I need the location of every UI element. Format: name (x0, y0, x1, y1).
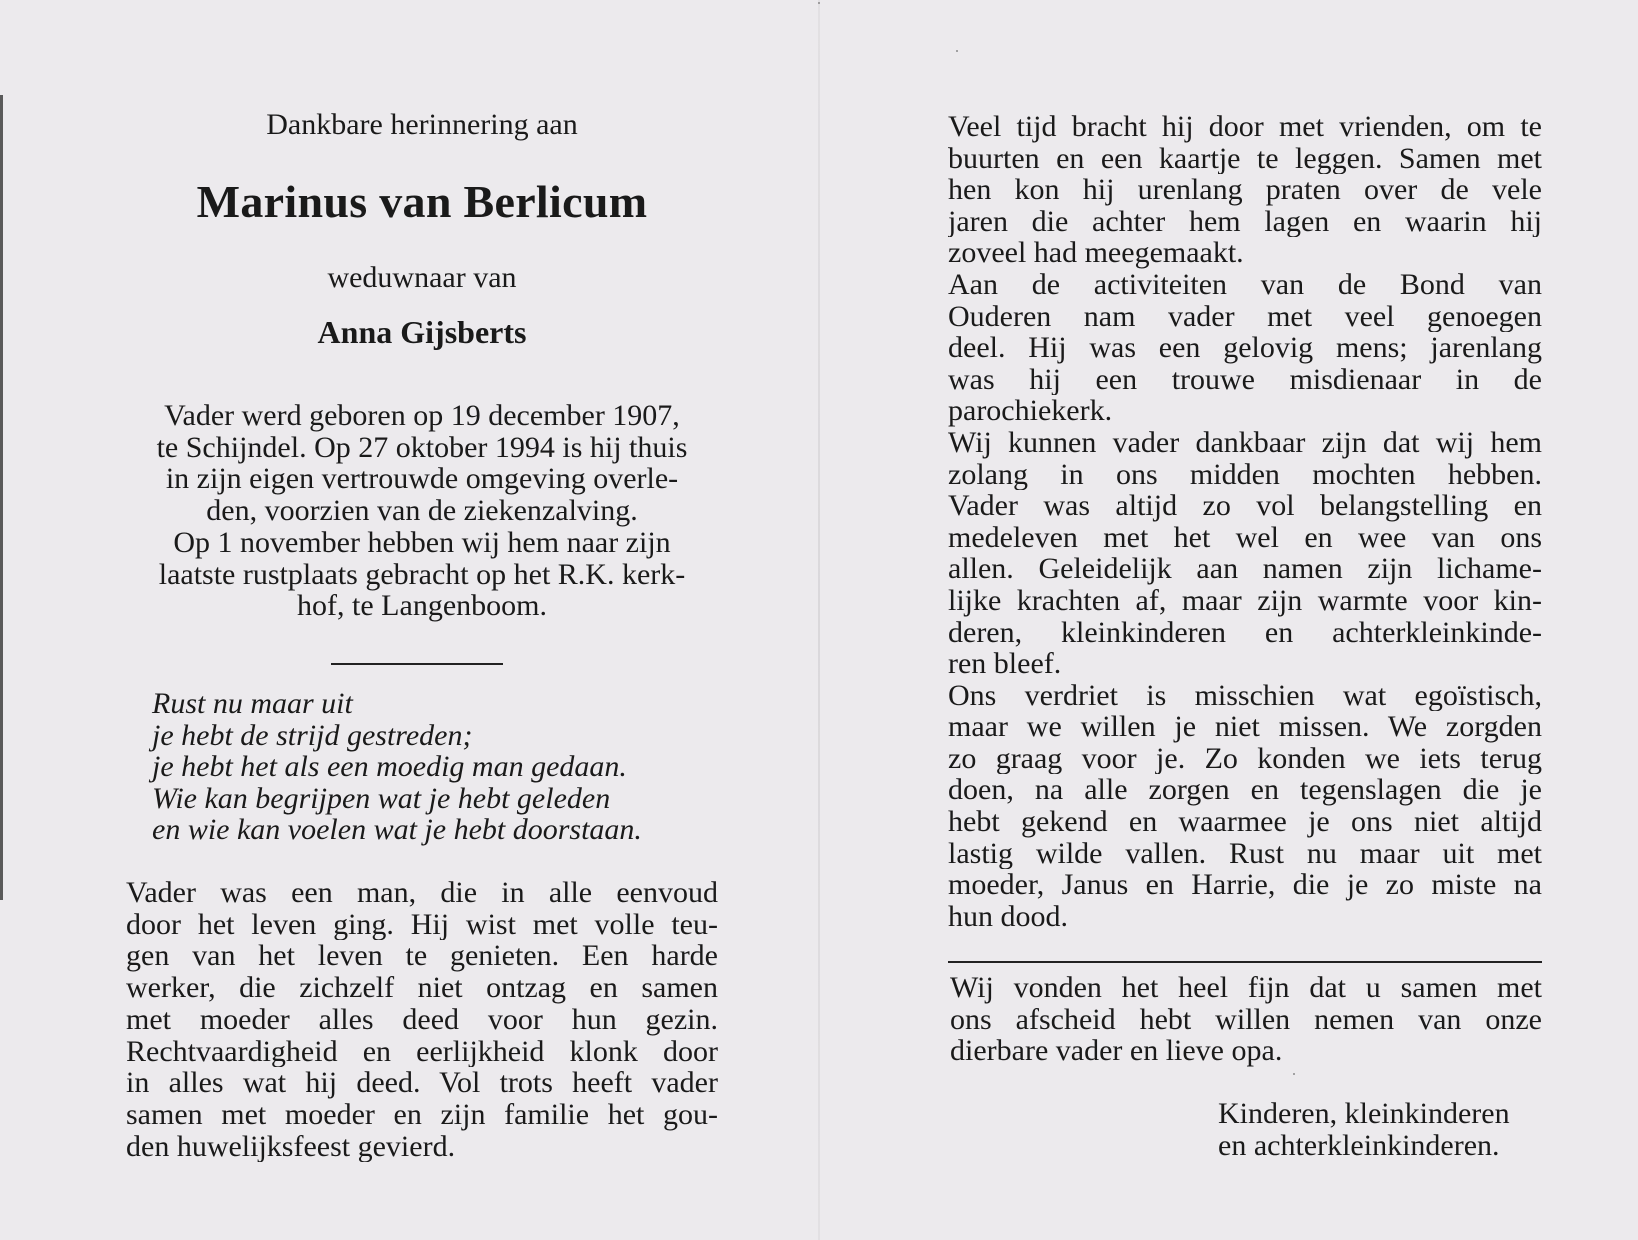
poem (152, 688, 732, 846)
paragraph-line: moeder, Janus en Harrie, die je zo miste na (948, 869, 1542, 901)
paragraph-line: parochiekerk. (948, 395, 1113, 427)
paragraph-line: zo graag voor je. Zo konden we iets terug (948, 742, 1542, 775)
life-story-paragraph (948, 111, 1542, 932)
poem-line: Rust nu maar uit (152, 687, 353, 720)
paragraph-line: buurten en een kaartje te leggen. Samen met (948, 142, 1542, 175)
bio-line: hof, te Langenboom. (297, 589, 547, 623)
paragraph-line: lijke krachten af, maar zijn warmte voor kin- (948, 584, 1542, 617)
paragraph-line: Wij kunnen vader dankbaar zijn dat wij hem (948, 426, 1542, 459)
paragraph-line: hebt gekend en waarmee je ons niet altijd (948, 806, 1542, 838)
print-speck (818, 2, 820, 4)
paragraph-line: Aan de activiteiten van de Bond van (948, 268, 1542, 301)
bio-line: laatste rustplaats gebracht op het R.K. kerk- (158, 557, 686, 591)
section-divider (948, 961, 1542, 963)
signature-line: Kinderen, kleinkinderen (1218, 1097, 1510, 1130)
poem-line: je hebt het als een moedig man gedaan. (152, 750, 627, 784)
paragraph-line: hen kon hij urenlang praten over de vele (948, 174, 1542, 206)
paragraph-line: zoveel had meegemaakt. (948, 237, 1244, 269)
paragraph-line: Vader was een man, die in alle eenvoud (126, 877, 718, 909)
paragraph-line: maar we willen je niet missen. We zorgden (948, 711, 1542, 743)
bio-line: in zijn eigen vertrouwde omgeving overle- (165, 462, 679, 496)
character-paragraph (126, 877, 718, 1162)
bio-line: te Schijndel. Op 27 oktober 1994 is hij thuis (156, 430, 688, 464)
card-edge-shadow (0, 95, 3, 900)
paragraph-line: deel. Hij was een gelovig mens; jarenlang (948, 332, 1542, 364)
paragraph-line: ren bleef. (948, 648, 1062, 680)
paragraph-line: Vader was altijd zo vol belangstelling en (948, 490, 1542, 522)
signature-line: en achterkleinkinderen. (1218, 1128, 1500, 1162)
paragraph-line: ons afscheid hebt willen nemen van onze (950, 1003, 1542, 1036)
paragraph-line: Rechtvaardigheid en eerlijkheid klonk door (126, 1035, 718, 1068)
section-divider (331, 663, 503, 665)
paragraph-line: Ons verdriet is misschien wat egoïstisch, (948, 679, 1542, 712)
paragraph-line: jaren die achter hem lagen en waarin hij (948, 205, 1542, 238)
paragraph-line: Wij vonden het heel fijn dat u samen met (950, 972, 1542, 1004)
bio-line: Op 1 november hebben wij hem naar zijn (173, 525, 671, 559)
paragraph-line: Veel tijd bracht hij door met vrienden, om te (948, 111, 1542, 143)
paragraph-line: met moeder alles deed voor hun gezin. (126, 1003, 718, 1036)
paragraph-line: medeleven met het wel en wee van ons (948, 521, 1542, 554)
paragraph-line: werker, die zichzelf niet ontzag en samen (126, 972, 718, 1004)
widower-label: weduwnaar van (327, 261, 517, 294)
paragraph-line: in alles wat hij deed. Vol trots heeft vader (126, 1067, 718, 1099)
bio-line: Vader werd geboren op 19 december 1907, (164, 399, 680, 432)
poem-line: en wie kan voelen wat je hebt doorstaan. (152, 813, 642, 847)
family-signature (1218, 1098, 1548, 1161)
print-speck (1293, 1073, 1295, 1075)
paragraph-line: doen, na alle zorgen en tegenslagen die je (948, 774, 1542, 807)
intro-text: Dankbare herinnering aan (266, 108, 578, 141)
paragraph-line: dierbare vader en lieve opa. (950, 1035, 1283, 1068)
paragraph-line: allen. Geleidelijk aan namen zijn lichame- (948, 553, 1542, 585)
paragraph-line: lastig wilde vallen. Rust nu maar uit met (948, 837, 1542, 870)
poem-line: je hebt de strijd gestreden; (152, 718, 473, 752)
paragraph-line: Ouderen nam vader met veel genoegen (948, 300, 1542, 333)
bio-line: den, voorzien van de ziekenzalving. (206, 494, 638, 528)
deceased-name: Marinus van Berlicum (196, 176, 648, 227)
paragraph-line: was hij een trouwe misdienaar in de (948, 363, 1542, 396)
paragraph-line: door het leven ging. Hij wist met volle teu- (126, 908, 718, 941)
paragraph-line: samen met moeder en zijn familie het gou- (126, 1098, 718, 1131)
paragraph-line: den huwelijksfeest gevierd. (126, 1130, 456, 1163)
paragraph-line: gen van het leven te genieten. Een harde (126, 940, 718, 973)
print-speck (956, 50, 958, 52)
biography-paragraph (126, 400, 718, 622)
paragraph-line: zolang in ons midden mochten hebben. (948, 458, 1542, 491)
spouse-name: Anna Gijsberts (317, 314, 527, 350)
thanks-paragraph (950, 972, 1542, 1067)
center-fold (818, 0, 820, 1240)
paragraph-line: deren, kleinkinderen en achterkleinkinde- (948, 616, 1542, 649)
poem-line: Wie kan begrijpen wat je hebt geleden (152, 781, 611, 815)
paragraph-line: hun dood. (948, 900, 1068, 933)
